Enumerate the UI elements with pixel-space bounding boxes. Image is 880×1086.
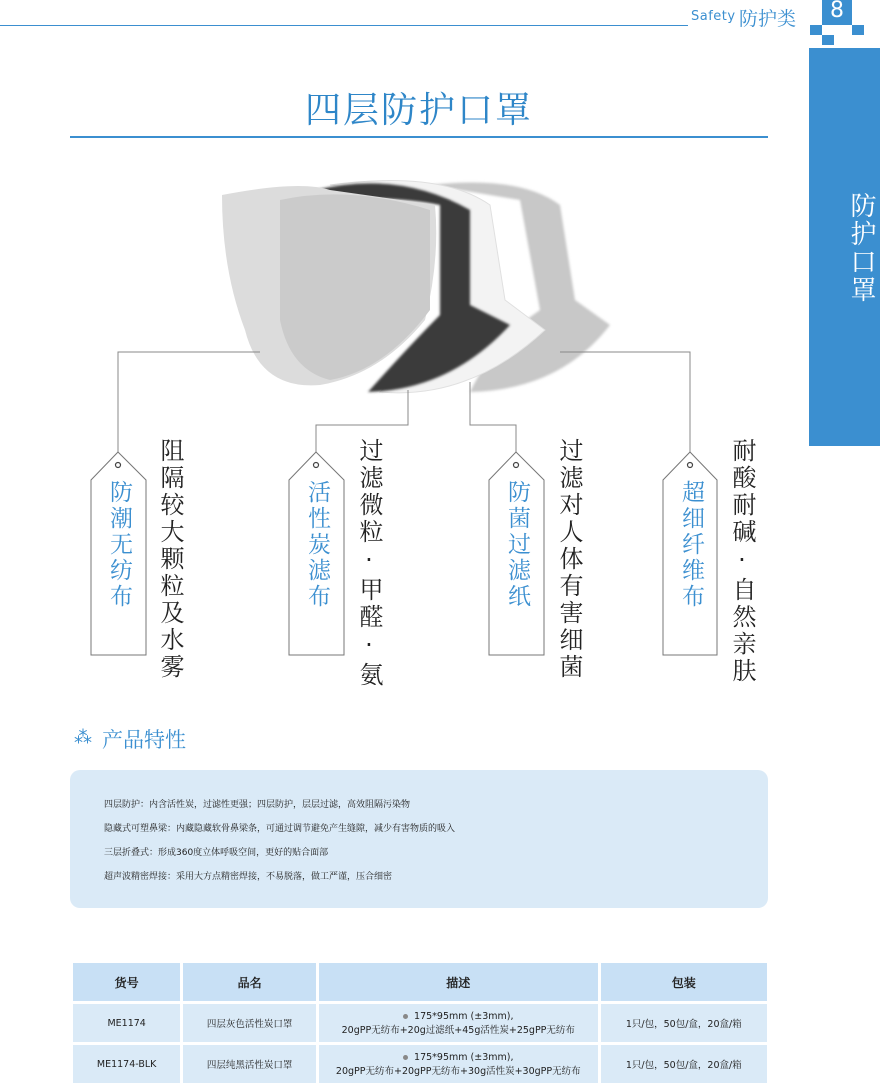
cell-desc-line2: 20gPP无纺布+20g过滤纸+45g活性炭+25gPP无纺布 xyxy=(341,1024,575,1036)
page-title: 四层防护口罩 xyxy=(304,90,533,131)
cell-code: ME1174 xyxy=(73,1004,180,1042)
side-tab-label: 防护口罩 xyxy=(846,192,876,304)
tag-label-4: 超细纤维布 xyxy=(678,480,704,610)
feature-item: 三层折叠式：形成360度立体呼吸空间，更好的贴合面部 xyxy=(104,848,329,858)
tag-hole xyxy=(688,463,693,468)
features-icon: ⁂ xyxy=(74,727,92,748)
connector-line-4 xyxy=(560,352,690,452)
feature-item: 四层防护：内含活性炭，过滤性更强；四层防护，层层过滤，高效阻隔污染物 xyxy=(104,800,411,810)
tag-label-1: 防潮无纺布 xyxy=(106,480,132,610)
tag-hole xyxy=(314,463,319,468)
cell-desc xyxy=(319,1004,598,1042)
table-row xyxy=(73,1004,767,1042)
cell-desc xyxy=(319,1045,598,1083)
table-header-row xyxy=(73,963,767,1001)
layer-desc-3: 过滤对人体有害细菌 xyxy=(555,438,583,681)
cell-pack: 1只/包，50包/盒，20盒/箱 xyxy=(601,1004,767,1042)
spec-table xyxy=(70,960,770,1086)
col-header-pack: 包装 xyxy=(601,963,767,1001)
cell-code: ME1174-BLK xyxy=(73,1045,180,1083)
table-row xyxy=(73,1045,767,1083)
connector-line-3 xyxy=(470,382,516,452)
cell-desc-line2: 20gPP无纺布+20gPP无纺布+30g活性炭+30gPP无纺布 xyxy=(335,1065,581,1077)
page-number: 8 xyxy=(822,0,852,25)
connector-line-1 xyxy=(118,352,260,452)
section-label-cn: 防护类 xyxy=(739,8,797,30)
cell-desc-line1: 175*95mm (±3mm), xyxy=(414,1051,514,1063)
features-box xyxy=(70,770,768,908)
section-label-en: Safety xyxy=(691,9,736,24)
feature-item: 隐藏式可塑鼻梁：内藏隐藏软骨鼻梁条，可通过调节避免产生缝隙，减少有害物质的吸入 xyxy=(104,824,456,834)
tag-label-2: 活性炭滤布 xyxy=(304,480,330,610)
cell-pack: 1只/包，50包/盒，20盒/箱 xyxy=(601,1045,767,1083)
features-title: 产品特性 xyxy=(102,728,186,752)
cell-name: 四层纯黑活性炭口罩 xyxy=(183,1045,316,1083)
col-header-desc: 描述 xyxy=(319,963,598,1001)
tag-hole xyxy=(514,463,519,468)
tag-hole xyxy=(116,463,121,468)
col-header-name: 品名 xyxy=(183,963,316,1001)
tag-label-3: 防菌过滤纸 xyxy=(504,480,530,610)
feature-item: 超声波精密焊接：采用大方点精密焊接，不易脱落，做工严谨，压合细密 xyxy=(104,872,393,882)
cell-desc-line1: 175*95mm (±3mm), xyxy=(414,1010,514,1022)
col-header-code: 货号 xyxy=(73,963,180,1001)
bullet-icon xyxy=(403,1055,408,1060)
layer-desc-1: 阻隔较大颗粒及水雾 xyxy=(156,438,184,681)
bullet-icon xyxy=(403,1014,408,1019)
layer-desc-2: 过滤微粒·甲醛·氨 xyxy=(355,438,383,689)
layer-desc-4: 耐酸耐碱·自然亲肤 xyxy=(728,438,756,685)
cell-name: 四层灰色活性炭口罩 xyxy=(183,1004,316,1042)
